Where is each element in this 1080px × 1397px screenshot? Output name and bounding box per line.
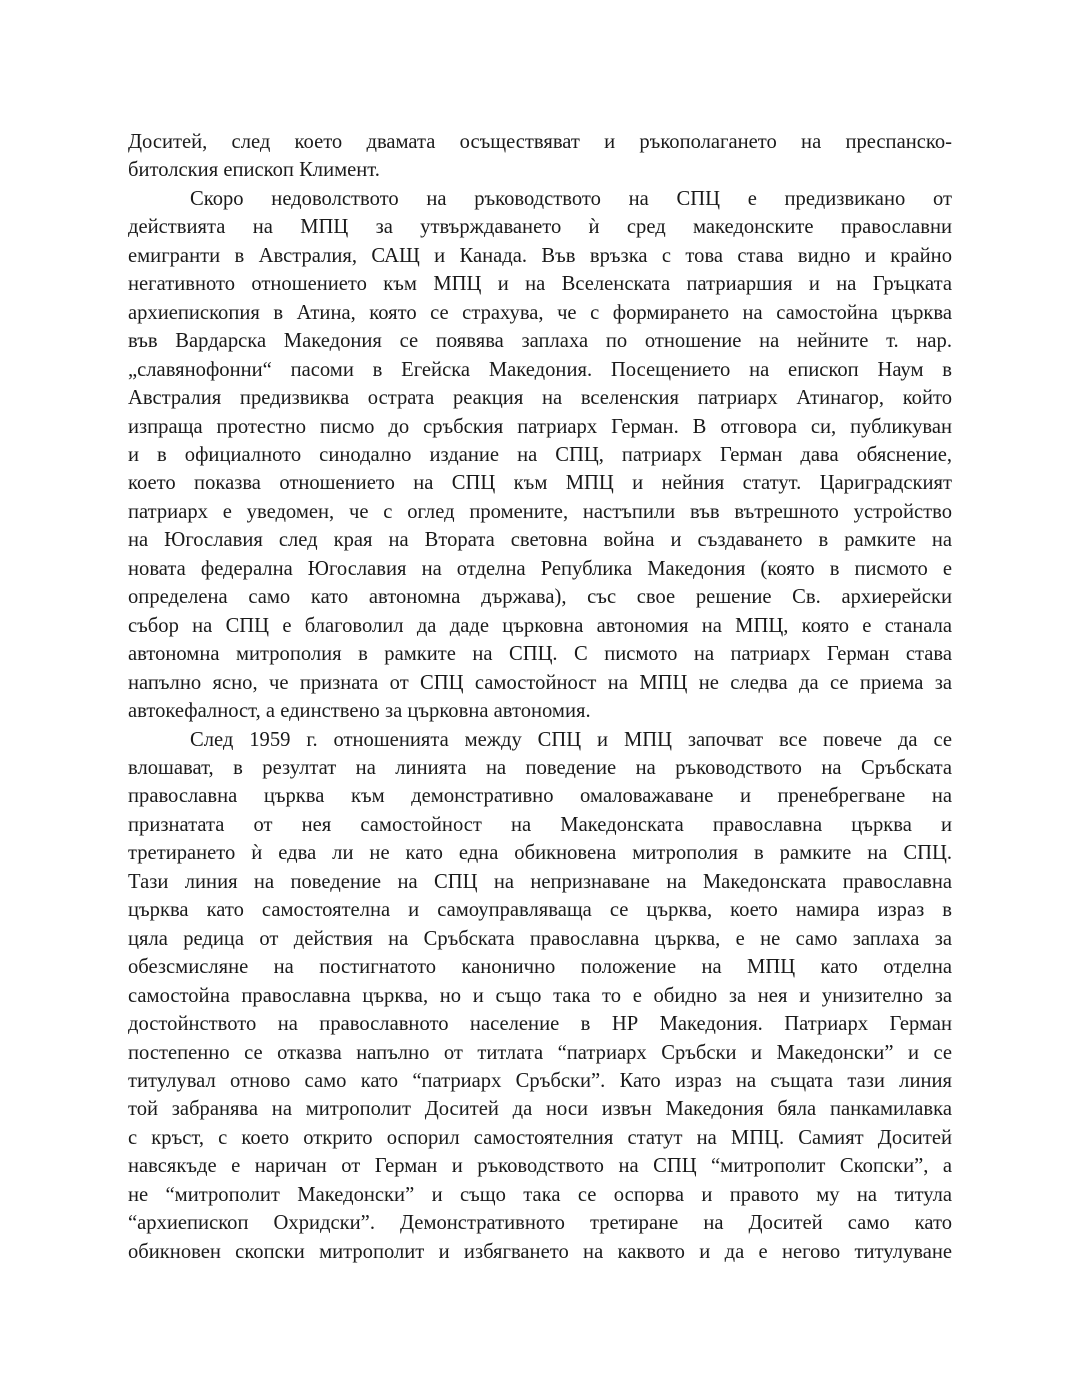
text-line: самостойна православна църква, но и също така то е обидно за нея и унизително за [128,984,952,1007]
text-line: не “митрополит Македонски” и също така се оспорва и правото му на титула [128,1183,952,1206]
text-line: влошават, в резултат на линията на поведение на ръководството на Сръбската [128,756,952,779]
text-line: признатата от нея самостойност на Македонската православна църква и [128,813,952,836]
text-line: „славянофонни“ пасоми в Егейска Македония. Посещението на епископ Наум в [128,358,952,381]
text-line: Доситей, след което двамата осъществяват и ръкополагането на преспанско- [128,131,952,153]
text-line: автономна митрополия в рамките на СПЦ. С писмото на патриарх Герман става [128,643,952,666]
text-line: събор на СПЦ е благоволил да даде църковна автономия на МПЦ, която е станала [128,614,952,637]
text-line: действията на МПЦ за утвърждаването ѝ сред македонските православни [128,216,952,239]
text-line: титулувал отново само като “патриарх Сръбски”. Като израз на същата тази линия [128,1069,952,1092]
text-line: навсякъде е наричан от Герман и ръководството на СПЦ “митрополит Скопски”, а [128,1155,952,1178]
text-line: той забранява на митрополит Доситей да носи извън Македония бяла панкамилавка [128,1098,952,1121]
text-line: постепенно се отказва напълно от титлата “патриарх Сръбски и Македонски” и се [128,1041,952,1064]
text-line: което показва отношението на СПЦ към МПЦ и нейния статут. Цариградският [128,472,952,495]
text-line: църква като самостоятелна и самоуправляваща се църква, което намира израз в [128,899,952,922]
text-line: определена само като автономна държава), със свое решение Св. архиерейски [128,586,952,609]
text-line: След 1959 г. отношенията между СПЦ и МПЦ започват все повече да се [190,728,952,751]
text-line: Тази линия на поведение на СПЦ на непризнаване на Македонската православна [128,870,952,893]
text-line: автокефалност, а единствено за църковна автономия. [128,700,591,723]
text-line: обезсмисляне на постигнатото канонично положение на МПЦ като отделна [128,956,952,979]
text-line: изпраща протестно писмо до сръбския патриарх Герман. В отговора си, публикуван [128,415,952,438]
text-line: емигранти в Австралия, САЩ и Канада. Във връзка с това става видно и крайно [128,244,952,267]
body-text [128,128,952,1266]
text-line: на Югославия след края на Втората световна война и създаването в рамките на [128,529,952,552]
text-line: цяла редица от действия на Сръбската православна църква, е не само заплаха за [128,927,952,950]
text-line: негативното отношението към МПЦ и на Вселенската патриаршия и на Гръцката [128,273,952,296]
text-line: и в официалното синодално издание на СПЦ, патриарх Герман дава обяснение, [128,443,952,466]
text-line: обикновен скопски митрополит и избягването на каквото и да е негово титулуване [128,1240,952,1263]
text-line: напълно ясно, че призната от СПЦ самостойност на МПЦ не следва да се приема за [128,671,952,694]
text-line: новата федерална Югославия на отделна Република Македония (която в писмото е [128,557,952,580]
text-line: православна църква към демонстративно омаловажаване и пренебрегване на [128,785,952,808]
text-line: във Вардарска Македония се появява заплаха по отношение на нейните т. нар. [128,330,952,353]
text-line: с кръст, с което открито оспорил самостоятелния статут на МПЦ. Самият Доситей [128,1126,952,1149]
text-line: третирането ѝ едва ли не като една обикновена митрополия в рамките на СПЦ. [128,842,952,865]
text-line: Скоро недоволството на ръководството на СПЦ е предизвикано от [190,187,952,210]
text-line: “архиепископ Охридски”. Демонстративното третиране на Доситей само като [128,1212,952,1235]
text-line: архиепископия в Атина, която се страхува, че с формирането на самостойна църква [128,301,952,324]
text-line: достойнството на православното население в НР Македония. Патриарх Герман [128,1013,952,1036]
text-line: битолския епископ Климент. [128,159,380,182]
text-line: патриарх е уведомен, че с оглед промените, настъпили във вътрешното устройство [128,500,952,523]
text-line: Австралия предизвиква острата реакция на вселенския патриарх Атинагор, който [128,387,952,410]
